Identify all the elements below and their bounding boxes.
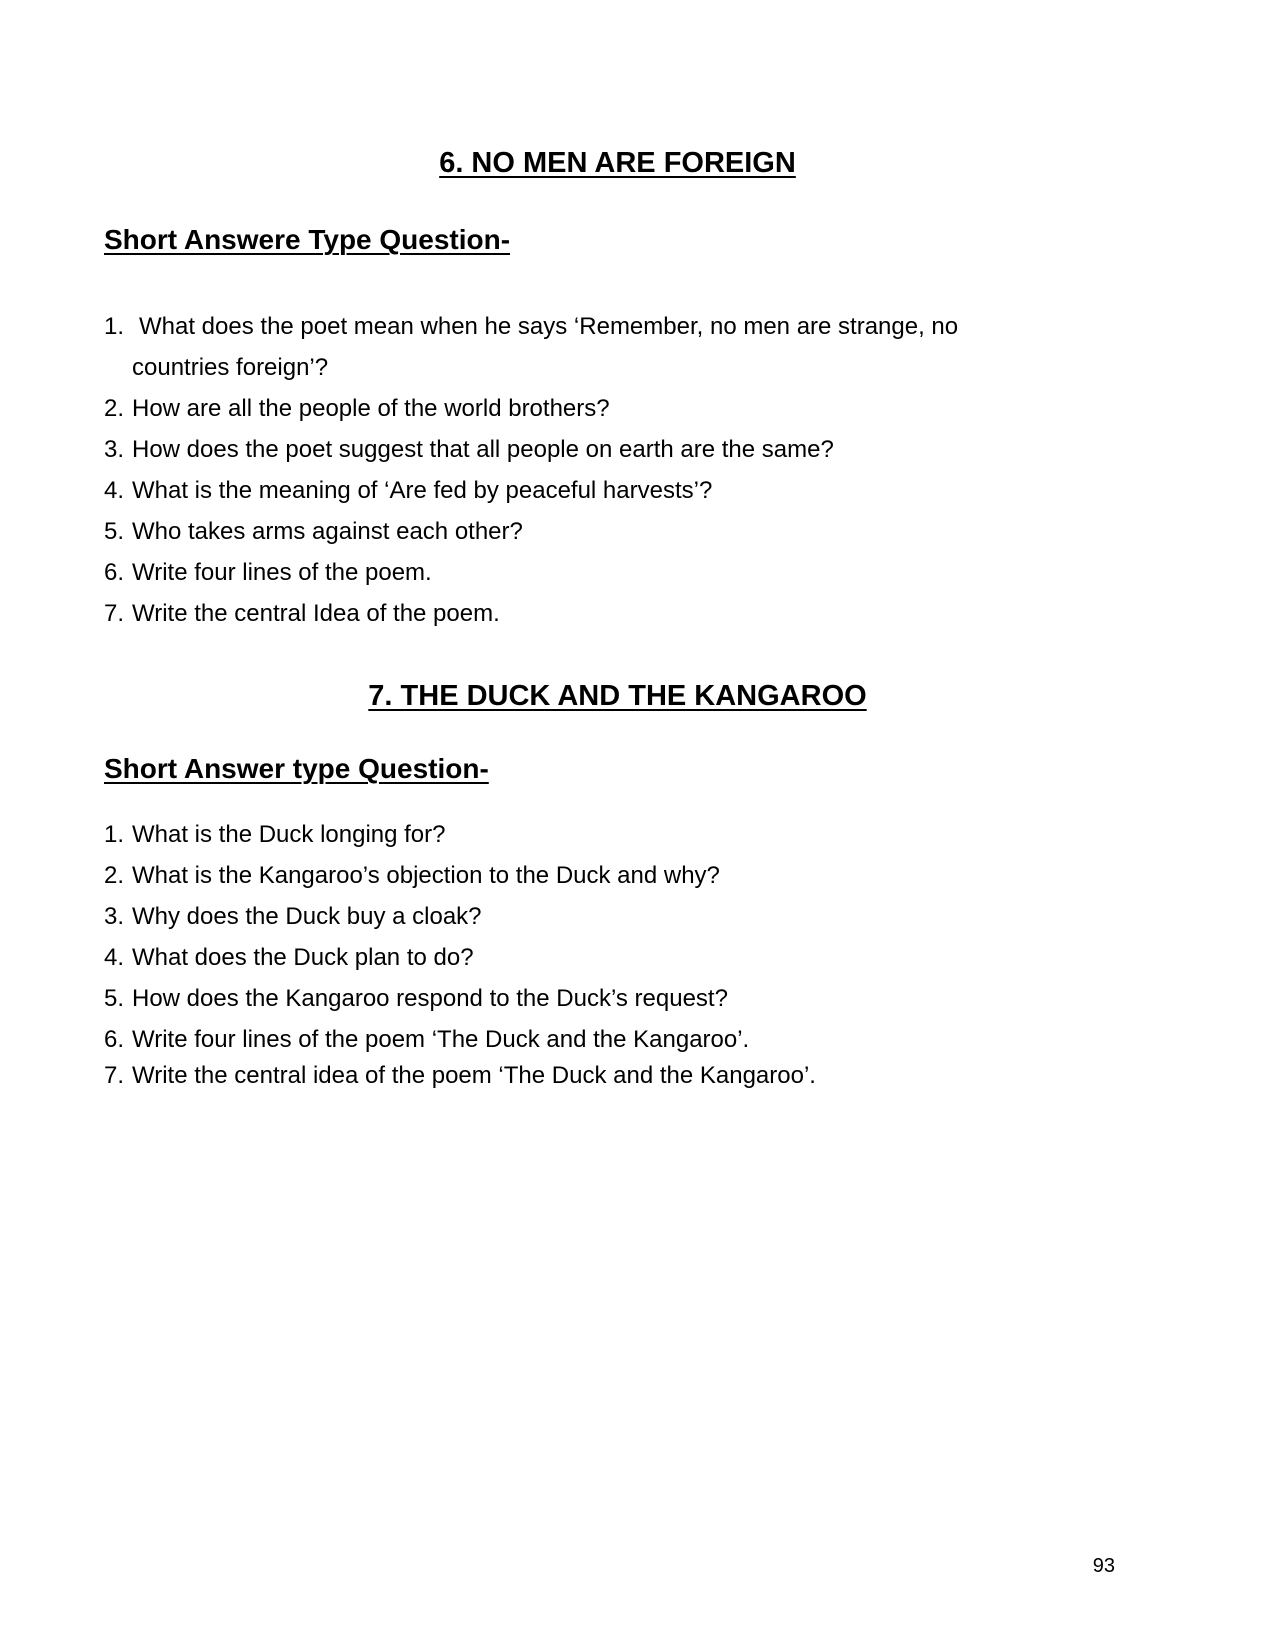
- question-number: 7.: [104, 600, 125, 627]
- question-item: [104, 388, 1104, 429]
- question-number: 4.: [104, 477, 125, 504]
- section-title-no-men-are-foreign: 6. NO MEN ARE FOREIGN: [439, 147, 796, 179]
- page-number: 93: [1092, 1555, 1115, 1577]
- question-item: [104, 511, 1104, 552]
- question-number: 2.: [104, 395, 125, 422]
- question-item: [104, 896, 1104, 937]
- question-text: Write the central Idea of the poem.: [132, 600, 500, 627]
- question-number: 3.: [104, 436, 125, 463]
- question-item: [104, 429, 1104, 470]
- question-text: What is the Duck longing for?: [132, 821, 446, 848]
- question-item: [104, 552, 1104, 593]
- question-number: 4.: [104, 944, 125, 971]
- question-list-section2: [104, 814, 1104, 1091]
- question-number: 6.: [104, 1026, 125, 1053]
- question-text: Write the central idea of the poem ‘The Duck and the Kangaroo’.: [132, 1062, 816, 1089]
- question-text-continued: countries foreign’?: [132, 354, 329, 381]
- question-number: 1.: [104, 821, 125, 848]
- question-number: 5.: [104, 985, 125, 1012]
- question-item: [104, 814, 1104, 855]
- question-text: Why does the Duck buy a cloak?: [132, 903, 482, 930]
- question-item: [104, 470, 1104, 511]
- section-title-duck-and-kangaroo: 7. THE DUCK AND THE KANGAROO: [368, 680, 867, 712]
- question-text: How are all the people of the world brothers?: [132, 395, 610, 422]
- question-text: How does the Kangaroo respond to the Duck’s request?: [132, 985, 728, 1012]
- question-text: Write four lines of the poem.: [132, 559, 432, 586]
- question-number: 3.: [104, 903, 125, 930]
- question-list-section1: [104, 306, 1104, 634]
- section-subheading-short-answer: Short Answer type Question-: [104, 753, 489, 784]
- question-text: Write four lines of the poem ‘The Duck and the Kangaroo’.: [132, 1026, 750, 1053]
- question-number: 2.: [104, 862, 125, 889]
- section-subheading-short-answer: Short Answere Type Question-: [104, 224, 511, 255]
- question-item: [104, 593, 1104, 634]
- question-text: How does the poet suggest that all people on earth are the same?: [132, 436, 834, 463]
- question-item: [104, 1060, 1104, 1091]
- question-text: Who takes arms against each other?: [132, 518, 523, 545]
- question-item: [104, 937, 1104, 978]
- question-text: What is the Kangaroo’s objection to the Duck and why?: [132, 862, 720, 889]
- question-item: [104, 1019, 1104, 1060]
- question-number: 1.: [104, 313, 125, 340]
- question-item: [104, 306, 1104, 388]
- question-item: [104, 855, 1104, 896]
- question-text: What is the meaning of ‘Are fed by peaceful harvests’?: [132, 477, 713, 504]
- question-number: 7.: [104, 1062, 125, 1089]
- question-number: 5.: [104, 518, 125, 545]
- question-text: What does the Duck plan to do?: [132, 944, 474, 971]
- question-item: [104, 978, 1104, 1019]
- question-text: What does the poet mean when he says ‘Remember, no men are strange, no: [139, 313, 959, 340]
- question-number: 6.: [104, 559, 125, 586]
